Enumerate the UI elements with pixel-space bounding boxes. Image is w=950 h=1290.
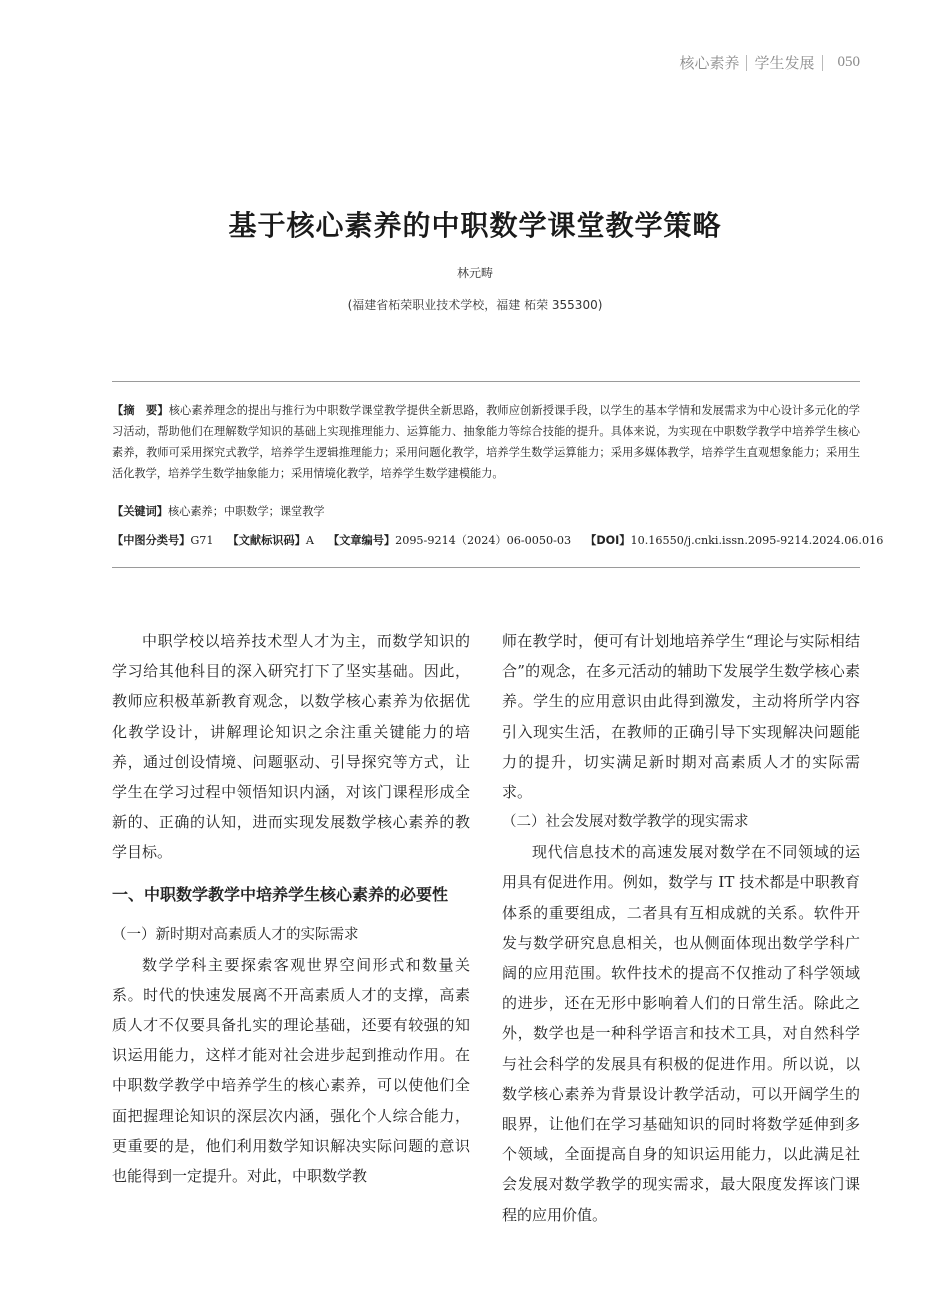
article-number-value: 2095-9214（2024）06-0050-03: [395, 534, 572, 547]
doi-label: 【DOI】: [585, 534, 631, 547]
author-name: 林元畴: [456, 266, 493, 280]
body-paragraph: 现代信息技术的高速发展对数学在不同领域的运用具有促进作用。例如，数学与 IT 技术都是中职教育体系的重要组成，二者具有互相成就的关系。软件开发与数学研究息息相关，也从侧面体现出数学学科广阔的应用范围。软件技术的提高不仅推动了科学领域的进步，还在无形中影响着人们的日常生活。除此之外，数学也是一种科学语言和技术工具，对自然科学与社会科学的发展具有积极的促进作用。所以说，以数学核心素养为背景设计教学活动，可以开阔学生的眼界，让他们在学习基础知识的同时将数学延伸到多个领域，全面提高自身的知识运用能力，以此满足社会发展对数学教学的现实需求，最大限度发挥该门课程的应用价值。: [502, 843, 860, 1224]
intro-paragraph: 中职学校以培养技术型人才为主，而数学知识的学习给其他科目的深入研究打下了坚实基础。因此，教师应积极革新教育观念，以数学核心素养为依据优化教学设计，讲解理论知识之余注重关键能力的培养，通过创设情境、问题驱动、引导探究等方式，让学生在学习过程中领悟知识内涵，对该门课程形成全新的、正确的认知，进而实现发展数学核心素养的教学目标。: [112, 632, 470, 862]
subsection-heading: （一）新时期对高素质人才的实际需求: [112, 926, 359, 943]
keywords-label: 【关键词】: [112, 505, 168, 518]
body-paragraph-continued: 师在教学时，便可有计划地培养学生“理论与实际相结合”的观念，在多元活动的辅助下发展学生数学核心素养。学生的应用意识由此得到激发，主动将所学内容引入现实生活，在教师的正确引导下实现解决问题能力的提升，切实满足新时期对高素质人才的实际需求。: [502, 632, 860, 802]
doi-value: 10.16550/j.cnki.issn.2095-9214.2024.06.016: [630, 534, 884, 547]
abstract: [112, 400, 860, 484]
right-column: [502, 626, 860, 1230]
left-column: [112, 626, 470, 1191]
clc-value: G71: [190, 534, 214, 547]
header-divider: [822, 55, 823, 71]
subsection-heading: （二）社会发展对数学教学的现实需求: [502, 814, 749, 831]
doc-code-value: A: [305, 534, 314, 547]
author-affiliation: (福建省柘荣职业技术学校，福建 柘荣 355300): [347, 298, 603, 312]
keywords-line: [112, 503, 872, 519]
clc-label: 【中图分类号】: [112, 534, 191, 547]
top-rule: [112, 381, 860, 382]
article-title: 基于核心素养的中职数学课堂教学策略: [228, 209, 722, 242]
bottom-rule: [112, 567, 860, 568]
abstract-text: 核心素养理念的提出与推行为中职数学课堂教学提供全新思路，教师应创新授课手段，以学生的基本学情和发展需求为中心设计多元化的学习活动，帮助他们在理解数学知识的基础上实现推理能力、运算能力、抽象能力等综合技能的提升。具体来说，为实现在中职数学教学中培养学生核心素养，教师可采用探究式教学，培养学生逻辑推理能力；采用问题化教学，培养学生数学运算能力；采用多媒体教学，培养学生直观想象能力；采用生活化教学，培养学生数学抽象能力；采用情境化教学，培养学生数学建模能力。: [112, 404, 860, 480]
page-number: 050: [837, 54, 860, 70]
header-divider: [746, 55, 747, 71]
abstract-label: 【摘 要】: [112, 404, 169, 417]
body-paragraph: 数学学科主要探索客观世界空间形式和数量关系。时代的快速发展离不开高素质人才的支撑，高素质人才不仅要具备扎实的理论基础，还要有较强的知识运用能力，这样才能对社会进步起到推动作用。在中职数学教学中培养学生的核心素养，可以使他们全面把握理论知识的深层次内涵，强化个人综合能力，更重要的是，他们利用数学知识解决实际问题的意识也能得到一定提升。对此，中职数学教: [112, 955, 470, 1186]
section-heading: 一、中职数学教学中培养学生核心素养的必要性: [112, 884, 449, 904]
running-head: [679, 52, 860, 73]
journal-section: 核心素养: [679, 54, 740, 72]
keywords: 核心素养；中职数学；课堂教学: [167, 505, 325, 518]
journal-subsection: 学生发展: [754, 54, 815, 72]
article-number-label: 【文章编号】: [327, 534, 396, 547]
classification-line: [112, 532, 884, 548]
doc-code-label: 【文献标识码】: [227, 534, 306, 547]
